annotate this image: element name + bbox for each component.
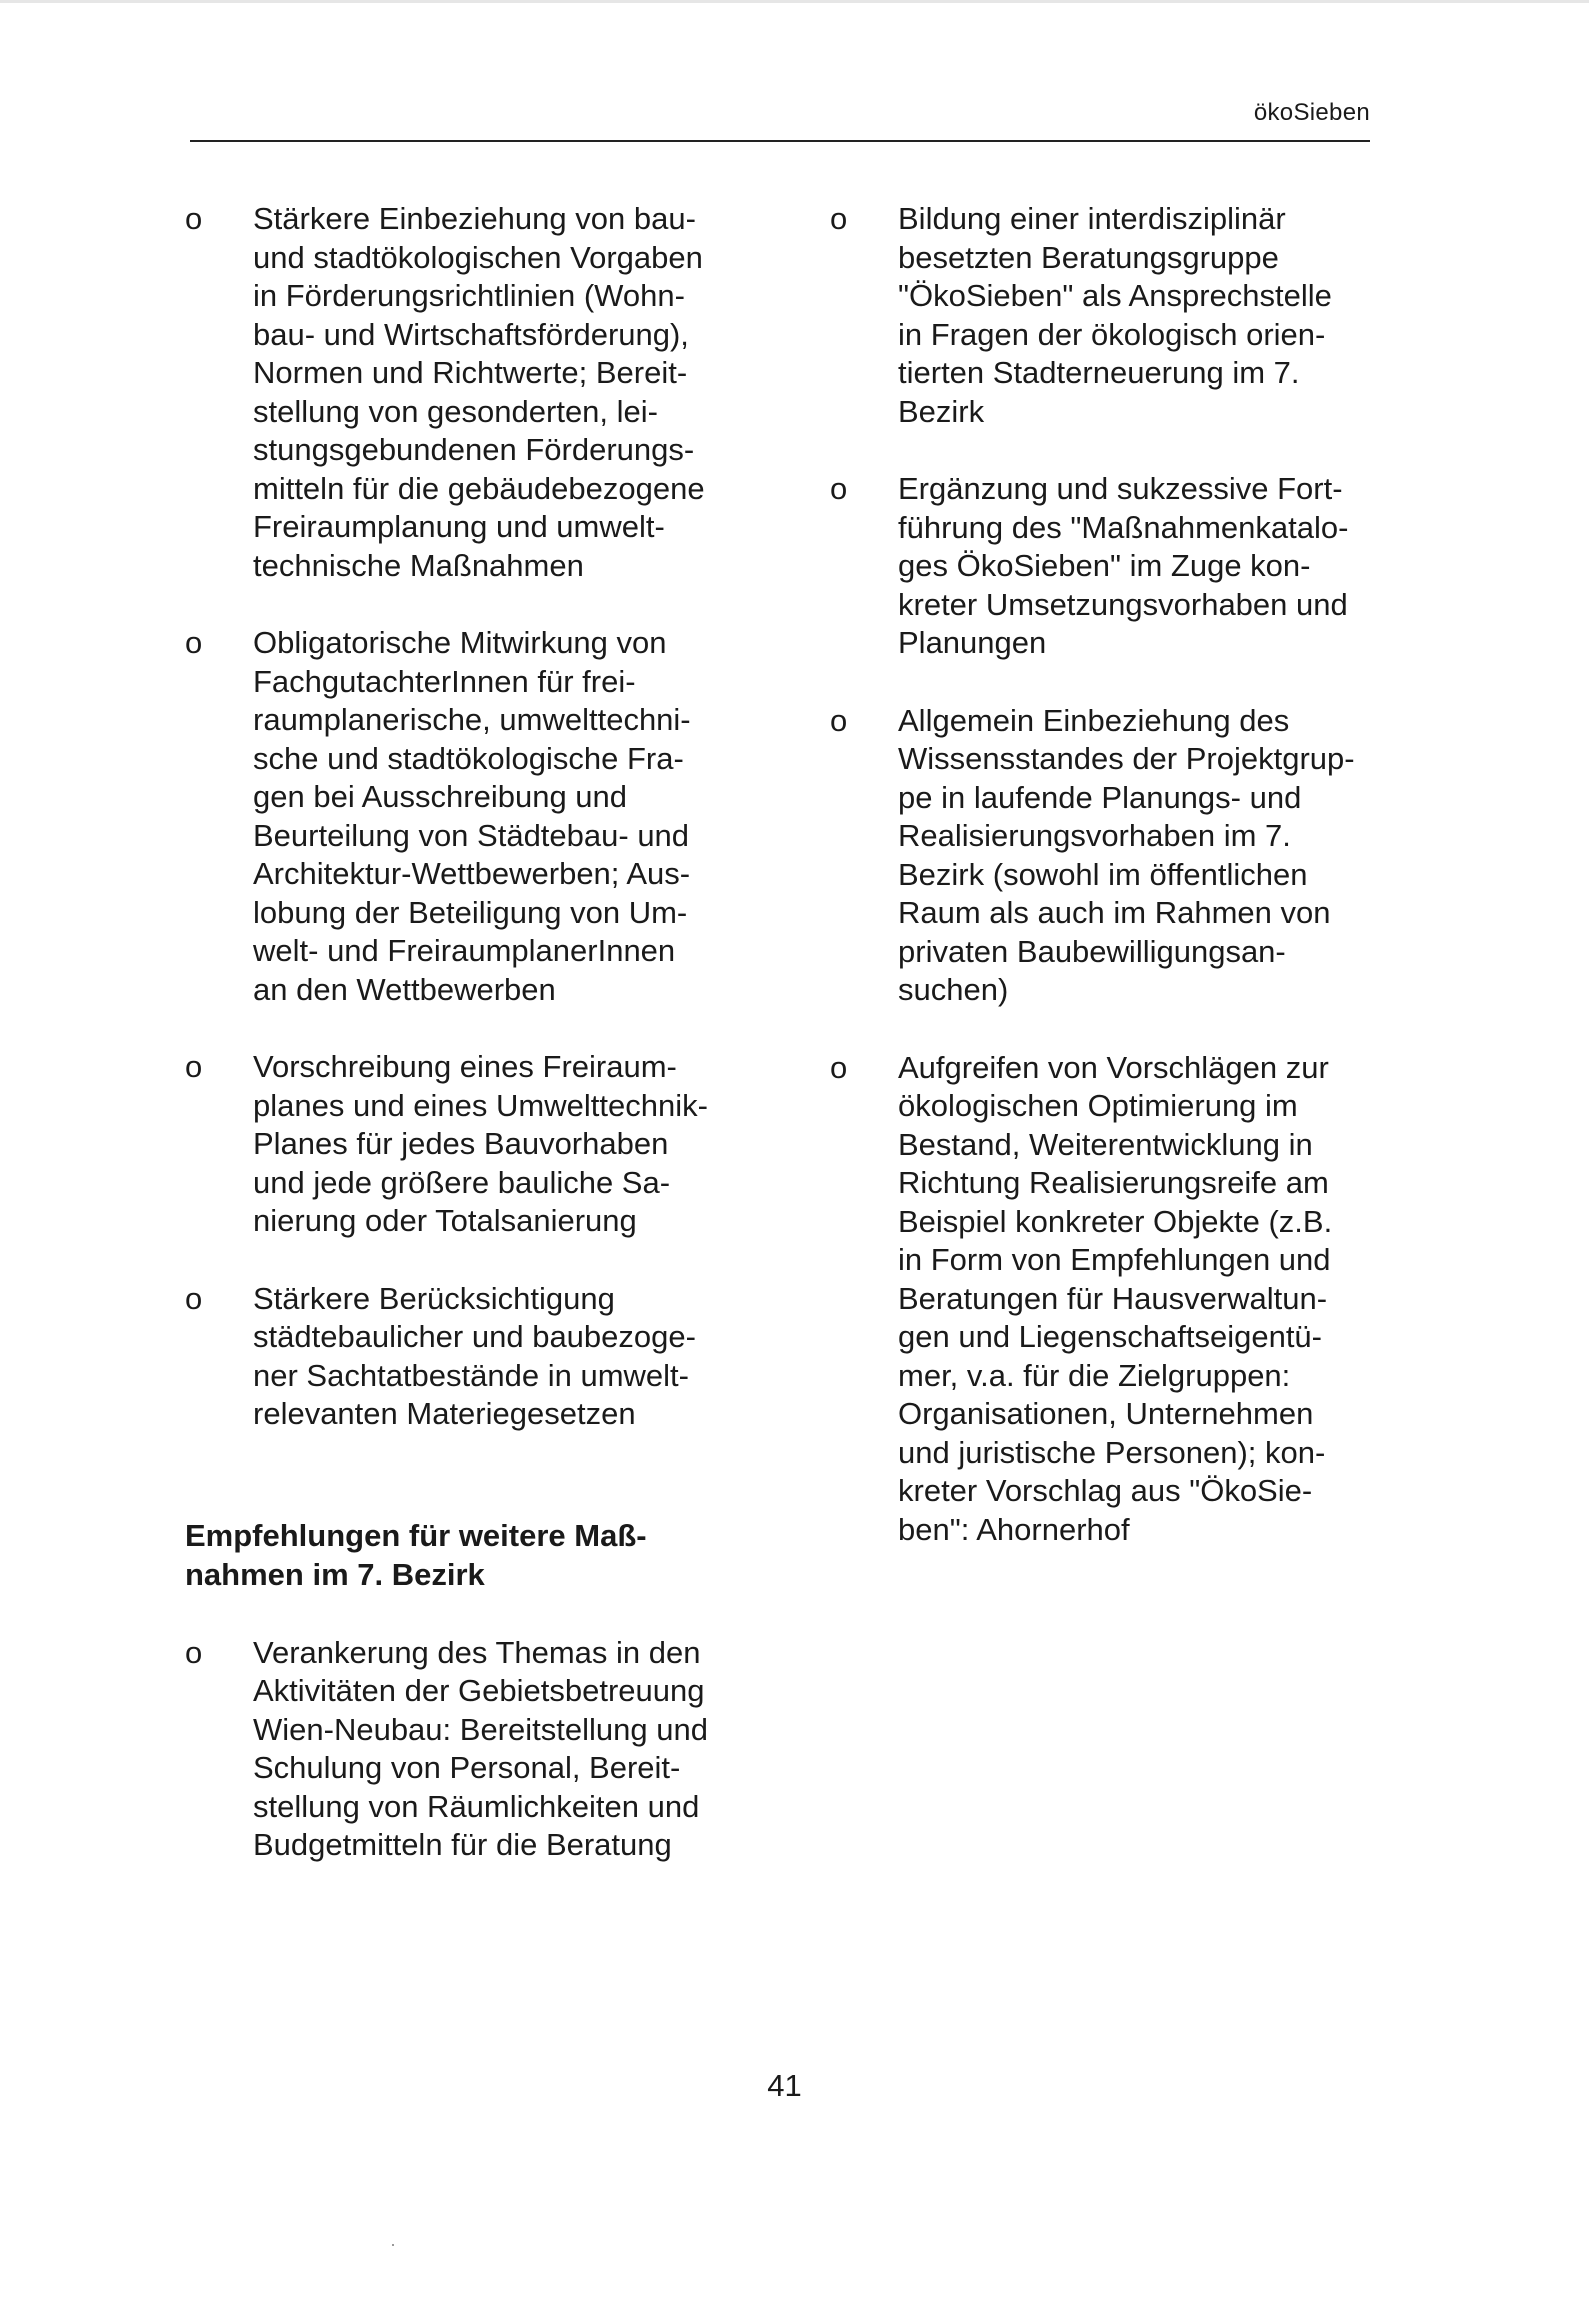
bullet-marker: o <box>830 702 848 738</box>
page-number: 41 <box>767 2068 802 2103</box>
bullet-marker: o <box>185 1280 203 1316</box>
scan-dust-mark <box>392 2244 394 2246</box>
bullet-marker: o <box>830 471 848 506</box>
list-item-text: Aufgreifen von Vorschlägen zur ökologischen Optimierung im Bestand, Weiterentwicklung in Richtung Realisierungsreife am Beispiel konkreter Objekte (z.B. in Form von Empfehlungen und Beratungen für Hausverwaltun- gen und Liegenschaftseigentü- mer, v.a. für die Zielgruppen: Organisationen, Unternehmen und juristische Personen); kon- kreter Vorschlag aus "ÖkoSie- ben": Ahornerhof <box>898 1049 1333 1547</box>
list-item <box>830 702 1375 1010</box>
list-item-text: Stärkere Einbeziehung von bau- und stadtökologischen Vorgaben in Förderungsrichtlinien (Wohn- bau- und Wirtschaftsförderung), Normen und Richtwerte; Bereit- stellung von gesonderten, lei- stungsgebundenen Förderungs- mitteln für die gebäudebezogene Freiraumplanung und umwelt- technische Maßnahmen <box>253 201 705 583</box>
running-header <box>190 95 1370 142</box>
list-item <box>185 1634 730 1865</box>
right-column <box>830 200 1375 1588</box>
list-item-text: Bildung einer interdisziplinär besetzten Beratungsgruppe "ÖkoSieben" als Ansprechstelle in Fragen der ökologisch orien- tierten Stadterneuerung im 7. Bezirk <box>898 201 1332 429</box>
list-item-text: Obligatorische Mitwirkung von FachgutachterInnen für frei- raumplanerische, umwelttechni- sche und stadtökologische Fra- gen bei Ausschreibung und Beurteilung von Städtebau- und Architektur-Wettbewerben; Aus- lobung der Beteiligung von Um- welt- und FreiraumplanerInnen an den Wettbewerben <box>253 625 691 1007</box>
list-item-text: Verankerung des Themas in den Aktivitäten der Gebietsbetreuung Wien-Neubau: Bereitstellung und Schulung von Personal, Bereit- stellung von Räumlichkeiten und Budgetmitteln für die Beratung <box>253 1634 708 1862</box>
list-item-text: Vorschreibung eines Freiraum- planes und eines Umwelttechnik- Planes für jedes Bauvorhaben und jede größere bauliche Sa- nierung oder Totalsanierung <box>253 1049 708 1238</box>
list-item <box>830 1049 1375 1550</box>
list-item <box>185 1280 730 1434</box>
list-item <box>830 200 1375 431</box>
left-column <box>185 200 730 1904</box>
list-item <box>830 470 1375 663</box>
bullet-marker: o <box>185 625 203 660</box>
list-item <box>185 200 730 585</box>
list-item <box>185 1048 730 1241</box>
header-title: ökoSieben <box>1253 99 1370 126</box>
bullet-marker: o <box>185 1049 203 1084</box>
section-heading: Empfehlungen für weitere Maß- nahmen im 7. Bezirk <box>185 1517 647 1592</box>
list-item <box>185 624 730 1009</box>
list-item-text: Allgemein Einbeziehung des Wissensstandes der Projektgrup- pe in laufende Planungs- und Realisierungsvorhaben im 7. Bezirk (sowohl im öffentlichen Raum als auch im Rahmen von privaten Baubewilligungsan- suchen) <box>898 702 1355 1007</box>
bullet-marker: o <box>830 201 848 236</box>
bullet-marker: o <box>830 1049 848 1085</box>
bullet-marker: o <box>185 201 203 236</box>
bullet-marker: o <box>185 1634 203 1670</box>
list-item-text: Stärkere Berücksichtigung städtebaulicher und baubezoge- ner Sachtatbestände in umwelt- relevanten Materiegesetzen <box>253 1280 696 1431</box>
list-item-text: Ergänzung und sukzessive Fort- führung des "Maßnahmenkatalo- ges ÖkoSieben" im Zuge kon- kreter Umsetzungsvorhaben und Planungen <box>898 471 1349 660</box>
page-top-edge <box>0 0 1589 3</box>
